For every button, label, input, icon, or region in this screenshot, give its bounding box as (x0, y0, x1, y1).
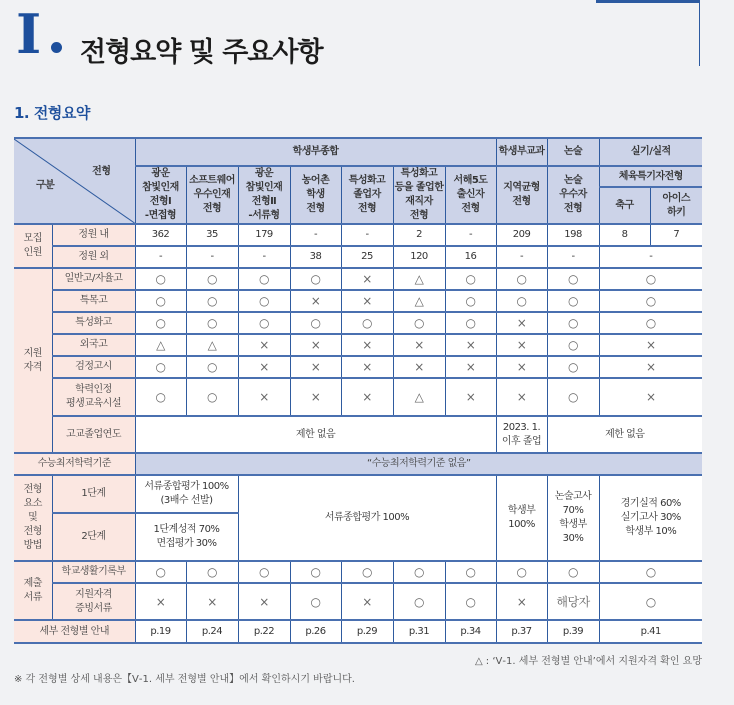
table-cell: × (599, 356, 702, 378)
column-header: 특성화고 졸업자 전형 (341, 166, 393, 224)
table-cell: ○ (547, 561, 599, 583)
table-cell: △ (393, 268, 445, 290)
table-cell: ○ (547, 312, 599, 334)
table-cell: △ (393, 290, 445, 312)
table-cell: ○ (135, 312, 186, 334)
table-cell: × (341, 290, 393, 312)
table-cell: × (496, 583, 547, 620)
table-cell: p.37 (496, 620, 547, 643)
table-cell: △ (393, 378, 445, 416)
table-cell: ○ (547, 378, 599, 416)
table-cell: - (135, 246, 186, 268)
table-cell: - (290, 224, 341, 246)
table-cell: p.19 (135, 620, 186, 643)
table-cell: 35 (186, 224, 238, 246)
table-cell: ○ (445, 312, 496, 334)
table-cell: 서류종합평가 100% (238, 475, 496, 561)
table-cell: × (496, 356, 547, 378)
table-cell: ○ (445, 290, 496, 312)
graduation-row (14, 416, 702, 453)
table-cell: × (445, 356, 496, 378)
row-label: 수능최저학력기준 (14, 453, 135, 475)
chapter-dot (51, 42, 62, 53)
row-label: 일반고/자율고 (52, 268, 135, 290)
table-cell: “수능최저학력기준 없음” (135, 453, 702, 475)
table-cell: × (186, 583, 238, 620)
table-cell: × (290, 290, 341, 312)
row-label: 세부 전형별 안내 (14, 620, 135, 643)
table-cell: ○ (238, 312, 290, 334)
table-cell: 제한 없음 (547, 416, 702, 453)
table-cell: × (341, 334, 393, 356)
row-label: 학력인정 평생교육시설 (52, 378, 135, 416)
table-cell: p.24 (186, 620, 238, 643)
row-label: 고교졸업연도 (52, 416, 135, 453)
corner-label-category: 구분 (36, 180, 55, 191)
table-cell: × (341, 356, 393, 378)
table-cell: ○ (393, 583, 445, 620)
table-cell: - (186, 246, 238, 268)
row-label: 정원 외 (52, 246, 135, 268)
footer-note: ※ 각 전형별 상세 내용은【Ⅴ-1. 세부 전형별 안내】에서 확인하시기 바랍니다. (14, 674, 355, 685)
quota-row-outside (14, 246, 702, 268)
row-label: 학교생활기록부 (52, 561, 135, 583)
table-cell: 362 (135, 224, 186, 246)
table-cell: ○ (599, 561, 702, 583)
row-label: 지원자격 증빙서류 (52, 583, 135, 620)
table-cell: ○ (186, 356, 238, 378)
method-row-stage1 (14, 475, 702, 513)
eligibility-row (14, 378, 702, 416)
decorative-line-horizontal (596, 0, 700, 3)
table-cell: × (496, 334, 547, 356)
table-cell: × (393, 334, 445, 356)
eligibility-row (14, 334, 702, 356)
table-cell: × (290, 334, 341, 356)
column-header: 광운 참빛인재 전형Ⅱ -서류형 (238, 166, 290, 224)
table-cell: ○ (445, 583, 496, 620)
table-cell: 38 (290, 246, 341, 268)
table-cell: 7 (650, 224, 702, 246)
table-cell: - (341, 224, 393, 246)
table-cell: × (238, 583, 290, 620)
table-cell: 198 (547, 224, 599, 246)
column-header: 광운 참빛인재 전형Ⅰ -면접형 (135, 166, 186, 224)
table-cell: 경기실적 60% 실기고사 30% 학생부 10% (599, 475, 702, 561)
row-label: 정원 내 (52, 224, 135, 246)
table-cell: × (445, 334, 496, 356)
table-cell: 1단계성적 70% 면접평가 30% (135, 513, 238, 561)
table-cell: ○ (341, 561, 393, 583)
table-cell: ○ (547, 356, 599, 378)
table-cell: ○ (238, 561, 290, 583)
table-cell: p.31 (393, 620, 445, 643)
table-cell: - (547, 246, 599, 268)
table-cell: ○ (186, 312, 238, 334)
table-cell: p.26 (290, 620, 341, 643)
row-group-label: 모집 인원 (14, 224, 52, 268)
table-cell: × (393, 356, 445, 378)
table-cell: 2023. 1. 이후 졸업 (496, 416, 547, 453)
table-cell: 25 (341, 246, 393, 268)
table-cell: ○ (496, 268, 547, 290)
table-cell: - (445, 224, 496, 246)
row-group-label: 제출 서류 (14, 561, 52, 620)
table-cell: △ (135, 334, 186, 356)
table-cell: ○ (135, 561, 186, 583)
table-cell: ○ (547, 334, 599, 356)
table-cell: ○ (186, 268, 238, 290)
guide-row (14, 620, 702, 643)
table-cell: - (496, 246, 547, 268)
table-cell: 16 (445, 246, 496, 268)
table-cell: 제한 없음 (135, 416, 496, 453)
eligibility-row (14, 312, 702, 334)
eligibility-row (14, 356, 702, 378)
table-cell: × (599, 334, 702, 356)
row-label: 특성화고 (52, 312, 135, 334)
quota-row-inside (14, 224, 702, 246)
table-cell: - (238, 246, 290, 268)
column-header: 논술 우수자 전형 (547, 166, 599, 224)
table-cell: ○ (290, 268, 341, 290)
table-cell: ○ (393, 561, 445, 583)
table-cell: × (290, 356, 341, 378)
row-group-label: 전형 요소 및 전형 방법 (14, 475, 52, 561)
table-cell: ○ (599, 312, 702, 334)
table-cell: 209 (496, 224, 547, 246)
column-header: 지역균형 전형 (496, 166, 547, 224)
table-cell: × (496, 312, 547, 334)
row-label: 외국고 (52, 334, 135, 356)
table-cell: ○ (445, 268, 496, 290)
table-cell: ○ (238, 268, 290, 290)
table-cell: × (341, 378, 393, 416)
section-title: 1. 전형요약 (14, 104, 90, 122)
column-header: 특성화고 등을 졸업한 재직자 전형 (393, 166, 445, 224)
table-cell: ○ (547, 268, 599, 290)
group-header: 학생부교과 (496, 138, 547, 166)
table-cell: ○ (135, 356, 186, 378)
table-cell: × (445, 378, 496, 416)
table-cell: 8 (599, 224, 650, 246)
table-cell: × (238, 378, 290, 416)
admission-summary-table (14, 137, 702, 644)
group-header: 학생부종합 (135, 138, 496, 166)
column-header: 아이스 하키 (650, 187, 702, 224)
table-cell: p.22 (238, 620, 290, 643)
row-group-label: 지원 자격 (14, 268, 52, 453)
subgroup-header: 체육특기자전형 (599, 166, 702, 187)
table-cell: 120 (393, 246, 445, 268)
table-cell: p.34 (445, 620, 496, 643)
table-cell: ○ (341, 312, 393, 334)
csat-row (14, 453, 702, 475)
table-cell: ○ (445, 561, 496, 583)
column-header: 농어촌 학생 전형 (290, 166, 341, 224)
documents-row (14, 583, 702, 620)
table-cell: ○ (238, 290, 290, 312)
table-cell: ○ (496, 290, 547, 312)
table-cell: 서류종합평가 100% (3배수 선발) (135, 475, 238, 513)
table-cell: ○ (547, 290, 599, 312)
group-header: 논술 (547, 138, 599, 166)
table-cell: - (599, 246, 702, 268)
table-cell: 해당자 (547, 583, 599, 620)
group-header: 실기/실적 (599, 138, 702, 166)
table-cell: p.41 (599, 620, 702, 643)
table-cell: ○ (186, 378, 238, 416)
triangle-note: △ : ‘Ⅴ-1. 세부 전형별 안내’에서 지원자격 확인 요망 (474, 656, 702, 667)
table-cell: × (135, 583, 186, 620)
table-cell: △ (186, 334, 238, 356)
table-cell: × (496, 378, 547, 416)
table-cell: 179 (238, 224, 290, 246)
table-cell: 2 (393, 224, 445, 246)
row-label: 1단계 (52, 475, 135, 513)
table-cell: ○ (186, 561, 238, 583)
table-cell: ○ (393, 312, 445, 334)
table-cell: × (238, 334, 290, 356)
table-cell: ○ (186, 290, 238, 312)
column-header: 서해5도 출신자 전형 (445, 166, 496, 224)
column-header: 축구 (599, 187, 650, 224)
decorative-line-vertical (699, 0, 700, 66)
row-label: 2단계 (52, 513, 135, 561)
table-cell: ○ (496, 561, 547, 583)
table-cell: × (599, 378, 702, 416)
table-cell: × (290, 378, 341, 416)
header-row-groups (14, 138, 702, 166)
table-cell: ○ (599, 268, 702, 290)
table-cell: × (238, 356, 290, 378)
table-cell: ○ (599, 583, 702, 620)
table-cell: ○ (290, 561, 341, 583)
row-label: 특목고 (52, 290, 135, 312)
documents-row (14, 561, 702, 583)
table-cell: ○ (290, 583, 341, 620)
table-cell: ○ (599, 290, 702, 312)
table-cell: p.29 (341, 620, 393, 643)
table-cell: ○ (135, 290, 186, 312)
table-cell: 논술고사 70% 학생부 30% (547, 475, 599, 561)
table-cell: × (341, 583, 393, 620)
table-cell: × (341, 268, 393, 290)
corner-label-type: 전형 (92, 166, 111, 177)
eligibility-row (14, 290, 702, 312)
table-cell: ○ (135, 378, 186, 416)
table-cell: p.39 (547, 620, 599, 643)
chapter-number: I (16, 2, 42, 66)
table-cell: 학생부 100% (496, 475, 547, 561)
corner-header (14, 138, 135, 224)
row-label: 검정고시 (52, 356, 135, 378)
page-title: 전형요약 및 주요사항 (80, 37, 323, 68)
table-cell: ○ (290, 312, 341, 334)
eligibility-row (14, 268, 702, 290)
column-header: 소프트웨어 우수인재 전형 (186, 166, 238, 224)
table-cell: ○ (135, 268, 186, 290)
